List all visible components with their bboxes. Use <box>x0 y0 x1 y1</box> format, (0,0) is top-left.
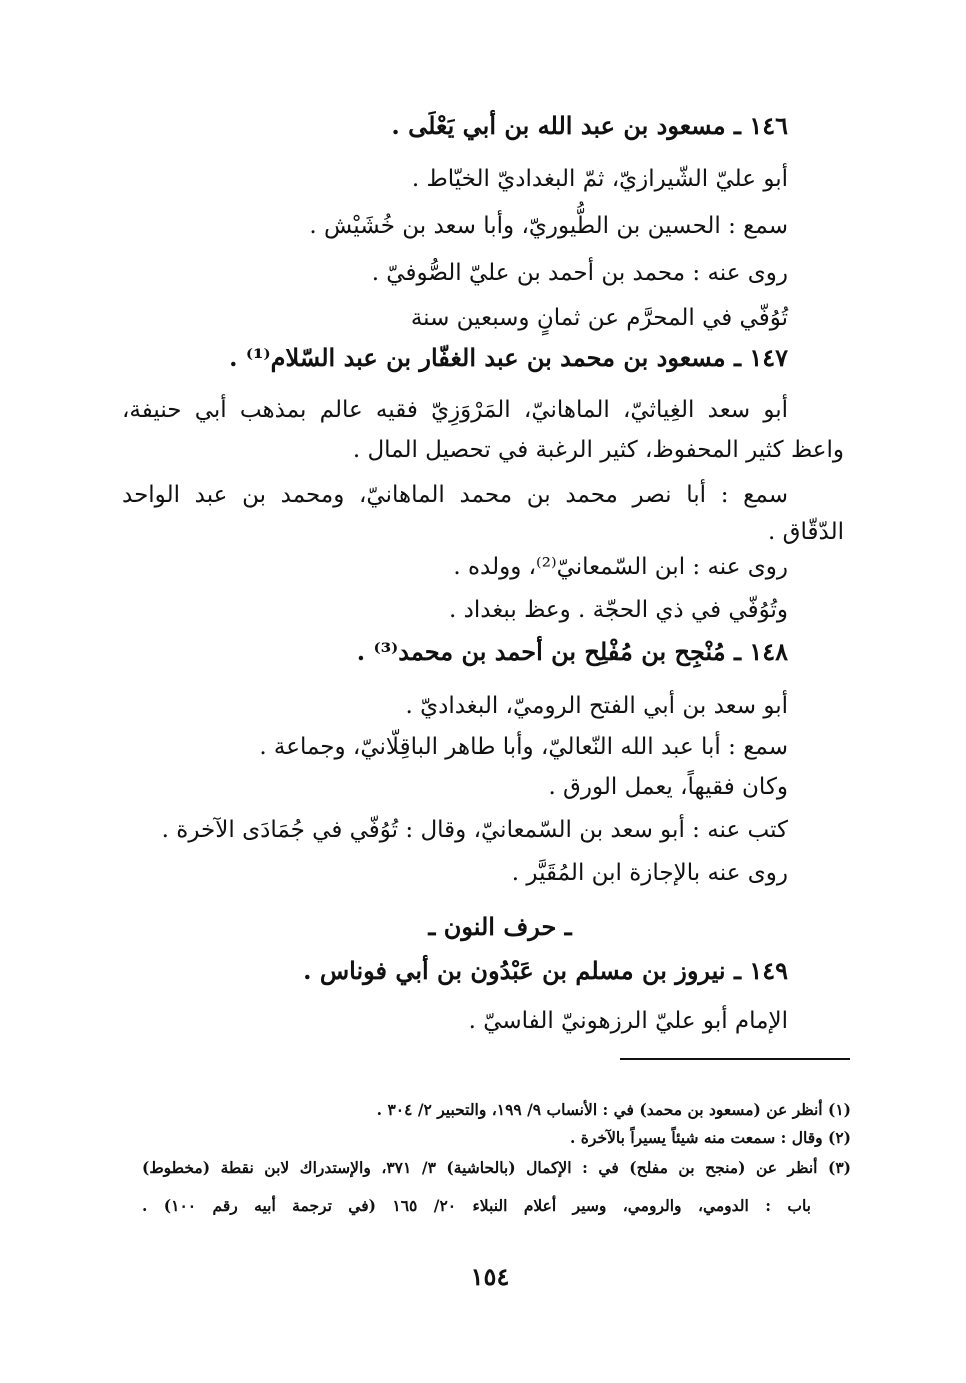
entry-148-line-4: كتب عنه : أبو سعد بن السّمعانيّ، وقال : تُوُفّي في جُمَادَى الآخرة . <box>161 817 788 843</box>
entry-148-line-2: سمع : أبا عبد الله النّعاليّ، وأبا طاهر الباقِلّانيّ، وجماعة . <box>259 734 788 760</box>
footnote-separator <box>620 1058 850 1060</box>
page-number: ١٥٤ <box>470 1262 510 1291</box>
footnote-1: (١) أنظر عن (مسعود بن محمد) في : الأنساب ٩/ ١٩٩، والتحبير ٢/ ٣٠٤ . <box>376 1100 851 1119</box>
entry-147-line-1: أبو سعد الغِياثيّ، الماهانيّ، المَرْوَزِيّ فقيه عالم بمذهب أبي حنيفة، <box>122 397 788 423</box>
entry-146-line-4: تُوُفّي في المحرَّم عن ثمانٍ وسبعين سنة <box>410 305 788 331</box>
section-title-nun: ـ حرف النون ـ <box>428 912 572 941</box>
entry-148-line-5: روى عنه بالإجازة ابن المُقَيَّر . <box>511 860 788 886</box>
entry-148-line-1: أبو سعد بن أبي الفتح الروميّ، البغداديّ . <box>405 693 788 719</box>
footnote-2: (٢) وقال : سمعت منه شيئاً يسيراً بالآخرة . <box>570 1128 851 1147</box>
entry-147-line-3: سمع : أبا نصر محمد بن محمد الماهانيّ، ومحمد بن عبد الواحد <box>122 482 788 508</box>
entry-149-line-1: الإمام أبو عليّ الرزهونيّ الفاسيّ . <box>468 1008 788 1034</box>
entry-146-heading: ١٤٦ ـ مسعود بن عبد الله بن أبي يَعْلَى . <box>391 111 788 140</box>
entry-147-line-6: وتُوُفّي في ذي الحجّة . وعظ ببغداد . <box>449 597 788 623</box>
footnote-3-line-1: (٣) أنظر عن (منجح بن مفلح) في : الإكمال (بالحاشية) ٣/ ٣٧١، والإستدراك لابن نقطة (مخطوط) <box>142 1158 851 1177</box>
entry-147-line-2: واعظ كثير المحفوظ، كثير الرغبة في تحصيل المال . <box>352 437 844 463</box>
entry-146-line-3: روى عنه : محمد بن أحمد بن عليّ الصُّوفيّ . <box>371 260 788 286</box>
entry-148-heading: ١٤٨ ـ مُنْجِح بن مُفْلِح بن أحمد بن محمد⁽³⁾ . <box>356 637 788 666</box>
entry-148-line-3: وكان فقيهاً، يعمل الورق . <box>548 774 788 800</box>
entry-147-heading: ١٤٧ ـ مسعود بن محمد بن عبد الغفّار بن عبد السّلام⁽¹⁾ . <box>229 343 788 372</box>
entry-149-heading: ١٤٩ ـ نيروز بن مسلم بن عَبْدُون بن أبي فوناس . <box>303 956 788 985</box>
entry-147-line-5: روى عنه : ابن السّمعانيّ⁽²⁾، وولده . <box>453 554 788 580</box>
entry-146-line-2: سمع : الحسين بن الطُّيوريّ، وأبا سعد بن خُشَيْش . <box>309 213 788 239</box>
entry-146-line-1: أبو عليّ الشّيرازيّ، ثمّ البغداديّ الخيّاط . <box>411 166 788 192</box>
entry-147-line-4: الدّقّاق . <box>768 519 844 545</box>
footnote-3-line-2: باب : الدومي، والرومي، وسير أعلام النبلاء ٢٠/ ١٦٥ (في ترجمة أبيه رقم ١٠٠) . <box>142 1196 811 1215</box>
